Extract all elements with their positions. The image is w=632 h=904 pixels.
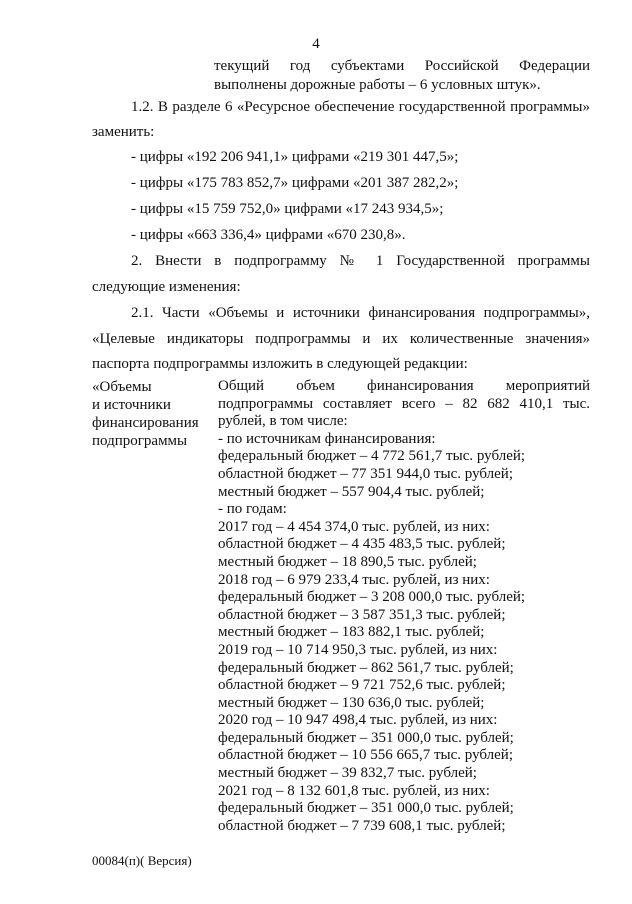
table-content-line: федеральный бюджет – 351 000,0 тыс. рублей;	[218, 729, 514, 746]
table-label-column	[92, 378, 212, 450]
table-content-line: федеральный бюджет – 351 000,0 тыс. рублей;	[218, 800, 514, 817]
carryover-line-1: текущий год субъектами Российской Федерации	[214, 58, 590, 74]
table-label-line: финансирования	[92, 415, 199, 431]
table-label-line: подпрограммы	[92, 433, 188, 449]
table-content-line: подпрограммы составляет всего – 82 682 410,1 тыс.	[218, 395, 590, 412]
table-content-line: 2017 год – 4 454 374,0 тыс. рублей, из них:	[218, 518, 490, 535]
table-content-line: местный бюджет – 557 904,4 тыс. рублей;	[218, 483, 485, 500]
table-content-line: федеральный бюджет – 3 208 000,0 тыс. рублей;	[218, 589, 526, 606]
table-content-line: 2021 год – 8 132 601,8 тыс. рублей, из них:	[218, 782, 490, 799]
paragraph-1-2-continuation: заменить:	[92, 124, 155, 140]
replacement-item: - цифры «663 336,4» цифрами «670 230,8».	[131, 227, 406, 243]
paragraph-2: 2. Внести в подпрограмму № 1 Государственной программы	[131, 253, 590, 269]
paragraph-1-2: 1.2. В разделе 6 «Ресурсное обеспечение государственной программы»	[131, 99, 590, 115]
footer-document-code: 00084(п)( Версия)	[92, 853, 192, 868]
carryover-line-2: выполнены дорожные работы – 6 условных штук».	[214, 77, 541, 93]
table-content-line: рублей, в том числе:	[218, 413, 348, 430]
paragraph-2-1: 2.1. Части «Объемы и источники финансирования подпрограммы»,	[131, 305, 590, 321]
table-content-line: местный бюджет – 39 832,7 тыс. рублей;	[218, 765, 477, 782]
table-content-line: областной бюджет – 3 587 351,3 тыс. рублей;	[218, 606, 506, 623]
table-content-line: Общий объем финансирования мероприятий	[218, 378, 590, 394]
table-content-line: местный бюджет – 130 636,0 тыс. рублей;	[218, 694, 485, 711]
table-content-line: федеральный бюджет – 4 772 561,7 тыс. рублей;	[218, 448, 526, 465]
replacement-item: - цифры «192 206 941,1» цифрами «219 301 447,5»;	[131, 149, 459, 165]
table-content-line: федеральный бюджет – 862 561,7 тыс. рублей;	[218, 659, 514, 676]
table-content-line: областной бюджет – 7 739 608,1 тыс. рублей;	[218, 817, 506, 834]
table-content-line: областной бюджет – 4 435 483,5 тыс. рублей;	[218, 536, 506, 553]
table-label-line: и источники	[92, 397, 171, 413]
table-content-line: областной бюджет – 77 351 944,0 тыс. рублей;	[218, 465, 513, 482]
table-content-line: местный бюджет – 183 882,1 тыс. рублей;	[218, 624, 485, 641]
table-content-line: 2019 год – 10 714 950,3 тыс. рублей, из них:	[218, 641, 498, 658]
table-label-line: «Объемы	[92, 379, 152, 395]
page-number: 4	[312, 36, 320, 52]
table-content-line: - по годам:	[218, 501, 287, 518]
paragraph-2-1-line-2: «Целевые индикаторы подпрограммы и их количественные значения»	[92, 331, 590, 347]
replacement-item: - цифры «175 783 852,7» цифрами «201 387 282,2»;	[131, 175, 459, 191]
table-content-line: местный бюджет – 18 890,5 тыс. рублей;	[218, 553, 477, 570]
table-content-line: - по источникам финансирования:	[218, 430, 436, 447]
table-content-line: 2020 год – 10 947 498,4 тыс. рублей, из них:	[218, 712, 498, 729]
table-content-line: областной бюджет – 10 556 665,7 тыс. рублей;	[218, 747, 513, 764]
replacement-item: - цифры «15 759 752,0» цифрами «17 243 934,5»;	[131, 201, 444, 217]
table-content-line: 2018 год – 6 979 233,4 тыс. рублей, из них:	[218, 571, 490, 588]
table-content-line: областной бюджет – 9 721 752,6 тыс. рублей;	[218, 677, 506, 694]
paragraph-2-1-line-3: паспорта подпрограммы изложить в следующей редакции:	[92, 356, 468, 372]
table-content-column	[218, 378, 590, 835]
paragraph-2-continuation: следующие изменения:	[92, 279, 241, 295]
